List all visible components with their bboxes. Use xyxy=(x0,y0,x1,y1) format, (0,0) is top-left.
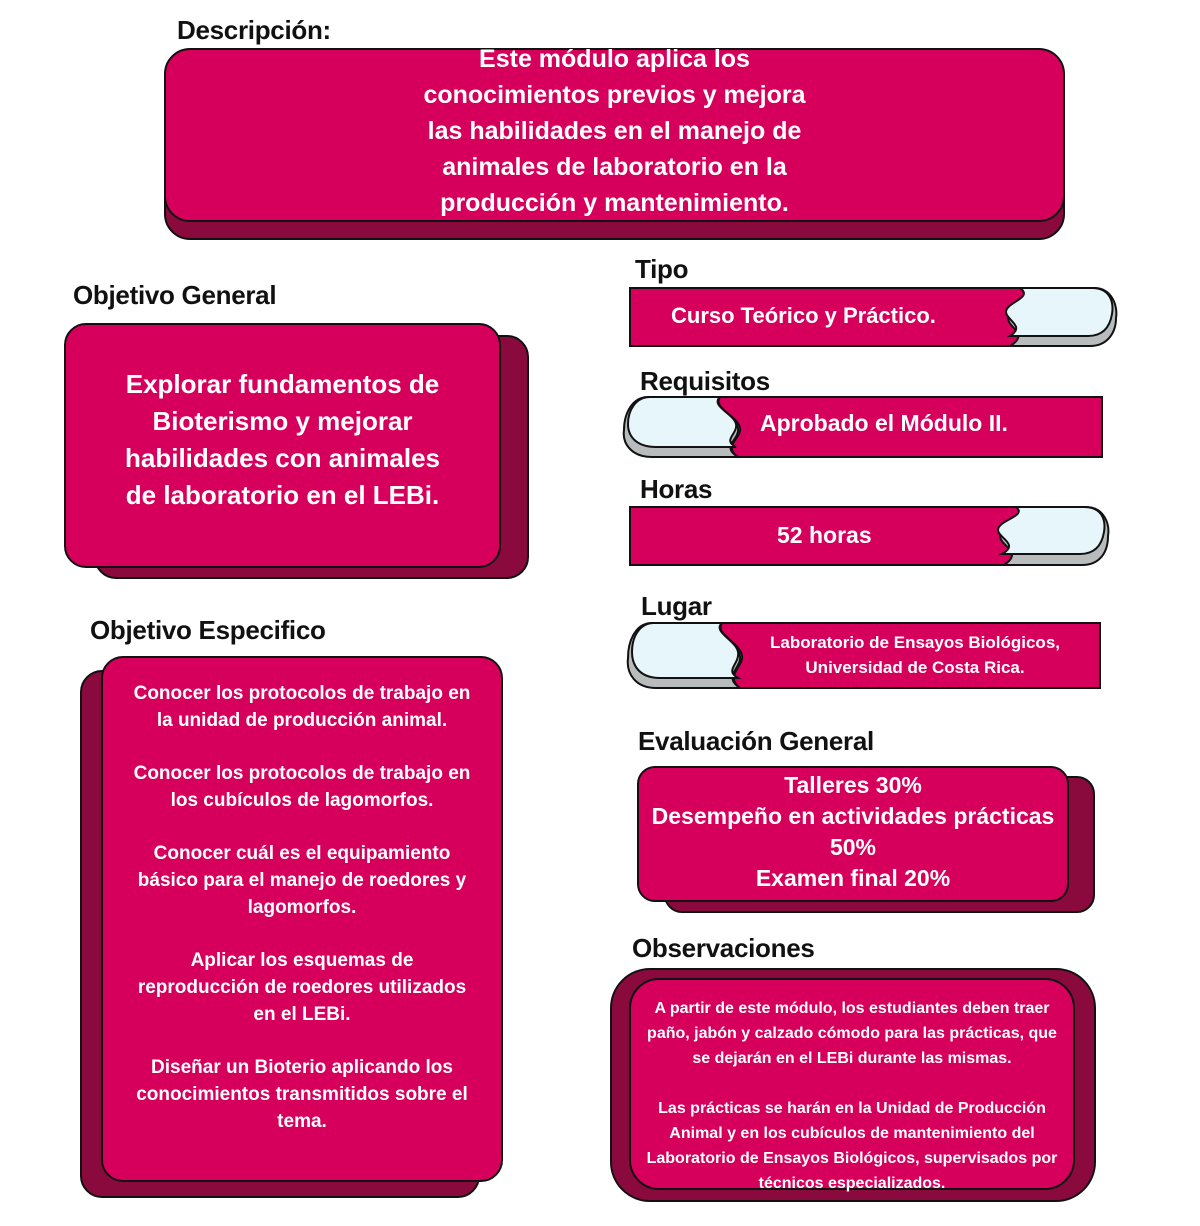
talleres-label: Talleres xyxy=(784,772,876,798)
descripcion-text: Este módulo aplica los conocimientos previos y mejora las habilidades en el manejo de animales de laboratorio en la producción y mantenimiento. xyxy=(423,45,806,217)
objetivo-item: Diseñar un Bioterio aplicando los conocimientos transmitidos sobre el tema. xyxy=(136,1057,468,1132)
observaciones-para2: Las prácticas se harán en la Unidad de Producción Animal y en los cubículos de mantenimiento del Laboratorio de Ensayos Biológicos, supervisados por técnicos especializados. xyxy=(646,1100,1058,1192)
objetivo-item: Conocer cuál es el equipamiento básico para el manejo de roedores y lagomorfos. xyxy=(137,843,467,918)
objetivo-general-heading: Objetivo General xyxy=(73,280,277,310)
lugar-line1: Laboratorio de Ensayos Biológicos, xyxy=(770,633,1060,652)
observaciones-box xyxy=(629,978,1075,1190)
objetivo-item: Aplicar los esquemas de reproducción de roedores utilizados en el LEBi. xyxy=(137,950,467,1025)
evaluacion-heading: Evaluación General xyxy=(638,726,874,756)
eval-desempeno: Desempeño en actividades prácticas xyxy=(651,803,1055,829)
lugar-line2: Universidad de Costa Rica. xyxy=(805,658,1025,677)
requisitos-value: Aprobado el Módulo II. xyxy=(760,410,1008,436)
horas-heading: Horas xyxy=(640,474,713,504)
evaluacion-box xyxy=(637,766,1069,902)
requisitos-heading: Requisitos xyxy=(640,366,770,396)
eval-talleres xyxy=(784,770,922,801)
tipo-value: Curso Teórico y Práctico. xyxy=(671,303,936,328)
examen-label: Examen final xyxy=(755,865,905,891)
objetivo-item: Conocer los protocolos de trabajo en los cubículos de lagomorfos. xyxy=(133,763,471,811)
eval-examen xyxy=(756,863,950,894)
objetivo-especifico-heading: Objetivo Especifico xyxy=(90,615,326,645)
observaciones-para1: A partir de este módulo, los estudiantes deben traer paño, jabón y calzado cómodo para las prácticas, que se dejarán en el LEBi durante las mismas. xyxy=(647,1000,1057,1067)
desempeno-pct: 50% xyxy=(829,834,877,860)
observaciones-heading: Observaciones xyxy=(632,933,815,963)
horas-value: 52 horas xyxy=(777,522,872,548)
talleres-pct: 30% xyxy=(875,772,922,798)
descripcion-heading: Descripción: xyxy=(177,15,331,45)
lugar-value xyxy=(745,630,1085,680)
objetivo-item: Conocer los protocolos de trabajo en la unidad de producción animal. xyxy=(133,683,471,731)
tipo-heading: Tipo xyxy=(635,254,689,284)
lugar-heading: Lugar xyxy=(641,591,712,621)
objetivo-general-text: Explorar fundamentos de Bioterismo y mejorar habilidades con animales de laboratorio en el LEBi. xyxy=(125,368,440,510)
examen-pct: 20% xyxy=(904,865,951,891)
